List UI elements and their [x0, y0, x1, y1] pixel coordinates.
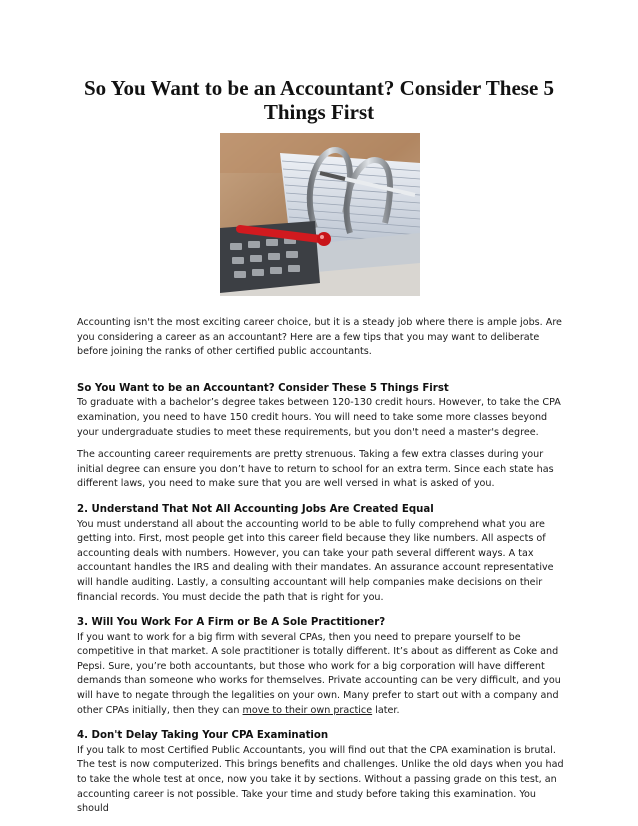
section-1-paragraph-1: To graduate with a bachelor’s degree takes between 120-130 credit hours. However, to take the CPA examination, you need to have 150 credit hours. You will need to take some more classes beyond your undergraduate studies to meet these requirements, but you don't need a master's degree.	[77, 397, 561, 438]
section-heading-4: 4. Don't Delay Taking Your CPA Examination	[77, 730, 329, 742]
section-3-text-before-link: If you want to work for a big firm with several CPAs, then you need to prepare yourself to be competitive in that market. A sole practitioner is totally different. It’s about as different as Coke and Pepsi. Sure, you’re both accountants, but those who work for a big corporation will have different demands than someone who works for themselves. Private accounting can be very difficult, and you will have to negate through the legalities on your own. Many prefer to start out with a company and other CPAs initially, then they can	[77, 631, 561, 716]
article-body	[77, 316, 565, 817]
section-1-paragraph-2: The accounting career requirements are pretty strenuous. Taking a few extra classes during your initial degree can ensure you don’t have to return to school for an extra term. Since each state has different laws, you need to make sure that you are well versed in what is asked of you.	[77, 449, 554, 490]
section-3-paragraph	[77, 631, 565, 719]
section-3-text-after-link: later.	[372, 704, 400, 716]
section-4-paragraph: If you talk to most Certified Public Accountants, you will find out that the CPA examination is brutal. The test is now computerized. This brings benefits and challenges. Unlike the old days when you had to take the whole test at once, now you take it by sections. Without a passing grade on this test, an accounting career is not possible. Take your time and study before taking this examination. You should	[77, 744, 564, 815]
section-2-paragraph: You must understand all about the accounting world to be able to fully comprehend what you are getting into. First, most people get into this career field because they like numbers. All aspects of accounting deals with numbers. However, you can take your path several different ways. A tax accountant handles the IRS and dealing with their mandates. An assurance account representative will handle auditing. Lastly, a consulting accountant will help companies make decisions on their financial records. You must decide the path that is right for you.	[77, 518, 554, 603]
section-heading-3: 3. Will You Work For A Firm or Be A Sole Practitioner?	[77, 617, 386, 629]
intro-paragraph: Accounting isn't the most exciting career choice, but it is a steady job where there is ample jobs. Are you considering a career as an accountant? Here are a few tips that you may want to deliberate before joining the ranks of other certified public accountants.	[77, 317, 562, 358]
section-heading-2: 2. Understand That Not All Accounting Jobs Are Created Equal	[77, 503, 434, 515]
article-title: So You Want to be an Accountant? Consider These 5 Things First	[83, 76, 555, 124]
hero-image-binder-calculator	[220, 133, 420, 296]
own-practice-link[interactable]: move to their own practice	[242, 704, 373, 716]
section-heading-1: So You Want to be an Accountant? Consider These 5 Things First	[77, 382, 449, 394]
